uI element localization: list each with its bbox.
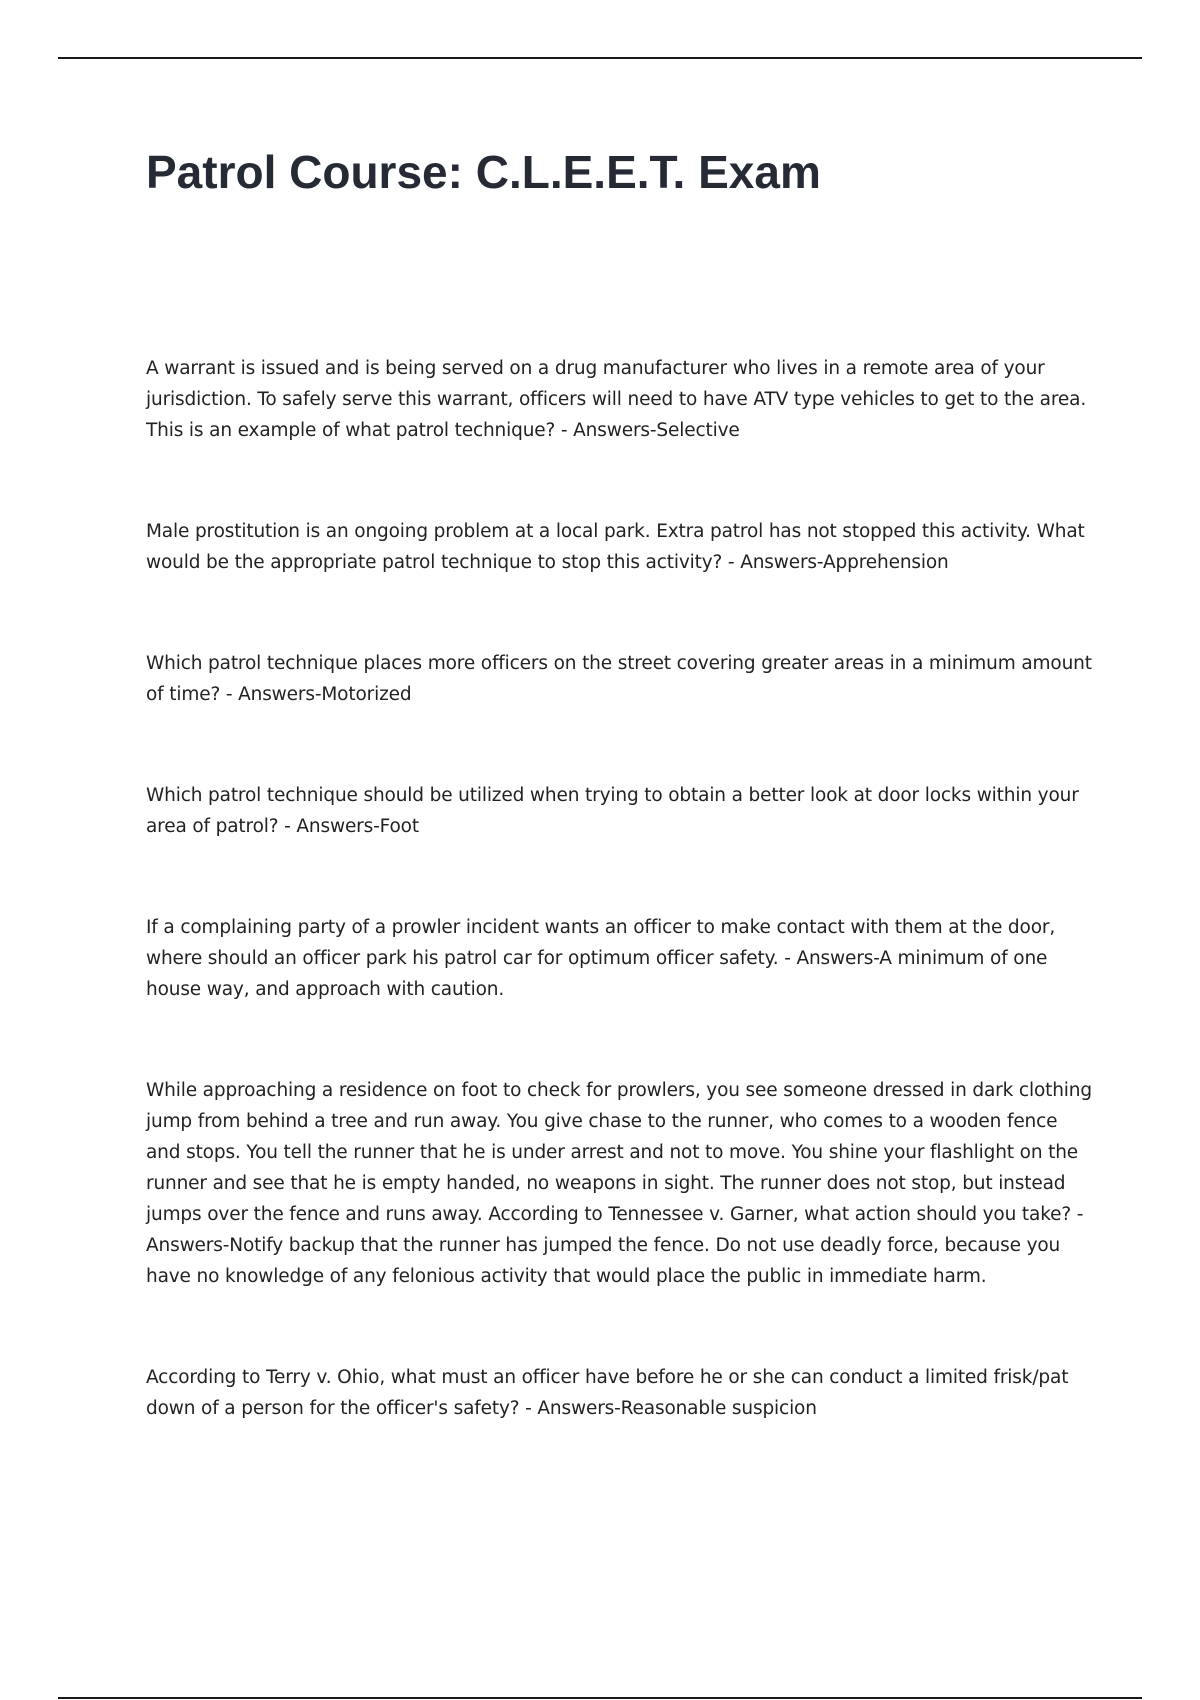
qa-item: According to Terry v. Ohio, what must an officer have before he or she can conduct a limited frisk/pat down of a person for the officer's safety? - Answers-Reasonable suspicion bbox=[146, 1367, 1069, 1419]
page-title: Patrol Course: C.L.E.E.T. Exam bbox=[146, 146, 821, 198]
qa-item: While approaching a residence on foot to check for prowlers, you see someone dressed in dark clothing jump from behind a tree and run away. You give chase to the runner, who comes to a wooden fence and stops. You tell the runner that he is under arrest and not to move. You shine your flashlight on the runner and see that he is empty handed, no weapons in sight. The runner does not stop, but instead jumps over the fence and runs away. According to Tennessee v. Garner, what action should you take? - Answers-Notify backup that the runner has jumped the fence. Do not use deadly force, because you have no knowledge of any felonious activity that would place the public in immediate harm. bbox=[146, 1080, 1092, 1287]
qa-list bbox=[146, 353, 1096, 1494]
qa-item: Which patrol technique should be utilized when trying to obtain a better look at door locks within your area of patrol? - Answers-Foot bbox=[146, 785, 1079, 837]
header-rule bbox=[58, 57, 1142, 59]
footer-rule bbox=[58, 1697, 1142, 1699]
qa-item: A warrant is issued and is being served on a drug manufacturer who lives in a remote area of your jurisdiction. To safely serve this warrant, officers will need to have ATV type vehicles to get to the area. This is an example of what patrol technique? - Answers-Selective bbox=[146, 358, 1087, 441]
qa-item: Male prostitution is an ongoing problem at a local park. Extra patrol has not stopped this activity. What would be the appropriate patrol technique to stop this activity? - Answers-Apprehension bbox=[146, 521, 1085, 573]
qa-item: If a complaining party of a prowler incident wants an officer to make contact with them at the door, where should an officer park his patrol car for optimum officer safety. - Answers-A minimum of one house way, and approach with caution. bbox=[146, 917, 1056, 1000]
qa-item: Which patrol technique places more officers on the street covering greater areas in a minimum amount of time? - Answers-Motorized bbox=[146, 653, 1092, 705]
